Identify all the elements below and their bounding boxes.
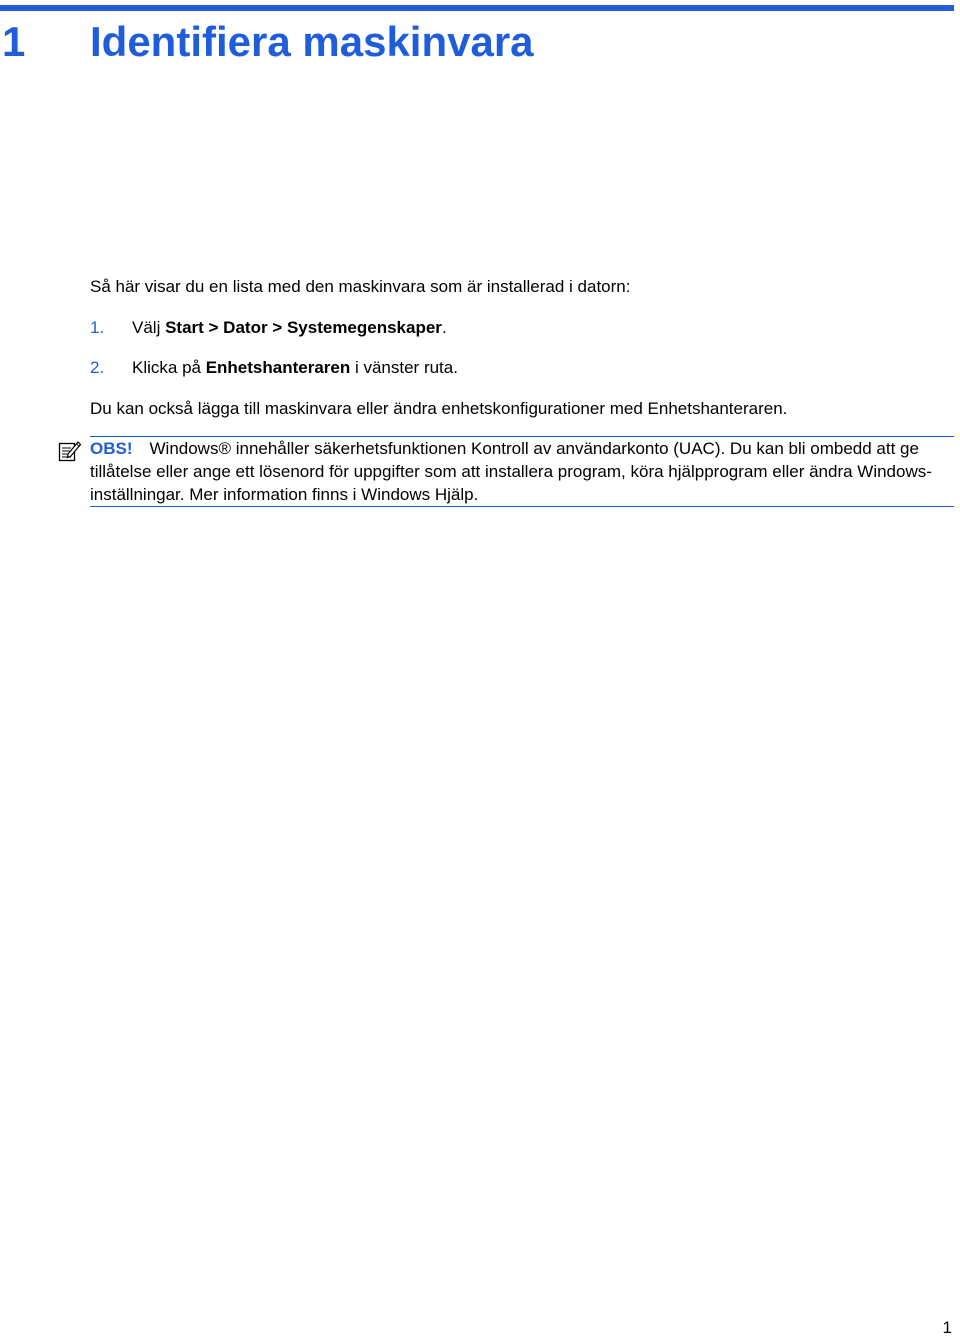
chapter-number: 1 (2, 18, 26, 65)
step-prefix: Välj (132, 318, 166, 337)
note-box (56, 436, 954, 508)
step-device-manager: Enhetshanteraren (205, 358, 351, 377)
note-pencil-icon (58, 440, 82, 462)
step-number: 2. (90, 358, 105, 377)
note-text: Windows® innehåller säkerhetsfunktionen Kontroll av användarkonto (UAC). Du kan bli ombedd att ge tillåtelse eller ange ett lösenord för uppgifter som att installera program, köra hjälpprogram eller ändra Windows-inställningar. Mer information finns i Windows Hjälp. (90, 439, 932, 504)
step-text (132, 316, 447, 339)
top-rule (0, 5, 954, 11)
step-suffix: . (441, 318, 447, 337)
step-text (132, 356, 458, 379)
page-number: 1 (942, 1318, 952, 1337)
intro-paragraph: Så här visar du en lista med den maskinvara som är installerad i datorn: (90, 277, 631, 296)
note-bottom-rule (90, 506, 954, 507)
outro-paragraph: Du kan också lägga till maskinvara eller ändra enhetskonfigurationer med Enhetshanteraren. (90, 399, 788, 418)
step-prefix: Klicka på (132, 358, 206, 377)
note-body (90, 437, 954, 506)
note-label: OBS! (90, 439, 133, 458)
step-number: 1. (90, 318, 105, 337)
step-menu-path: Start > Dator > Systemegenskaper (165, 318, 442, 337)
chapter-heading (0, 14, 940, 70)
step-suffix: i vänster ruta. (350, 358, 458, 377)
chapter-title: Identifiera maskinvara (90, 18, 534, 65)
